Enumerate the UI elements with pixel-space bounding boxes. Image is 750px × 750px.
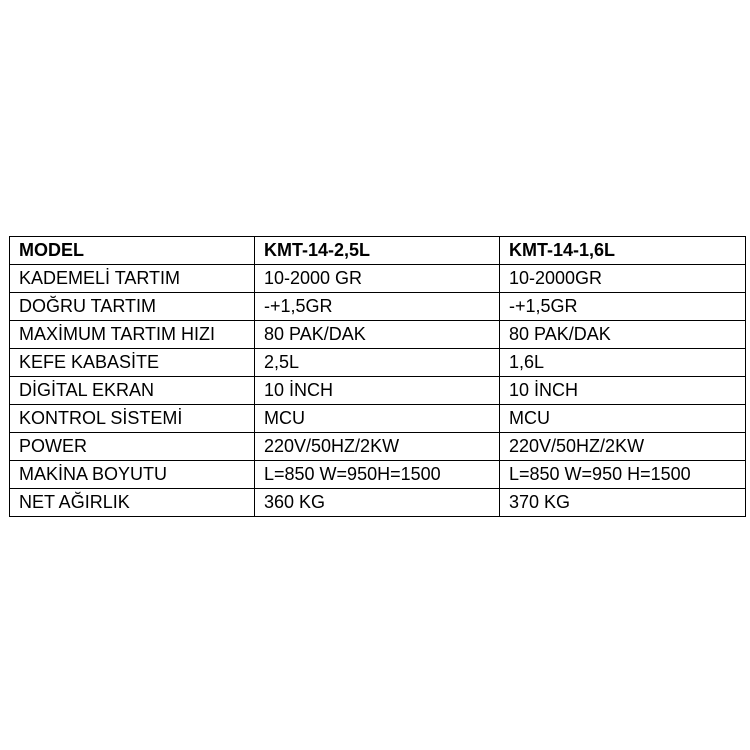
row-value: 10 İNCH	[255, 377, 500, 405]
row-value: 10 İNCH	[500, 377, 746, 405]
table-row	[10, 489, 746, 517]
table-row	[10, 321, 746, 349]
table-row	[10, 265, 746, 293]
row-label: KEFE KABASİTE	[10, 349, 255, 377]
table-row	[10, 433, 746, 461]
header-cell-model-2: KMT-14-1,6L	[500, 237, 746, 265]
row-label: NET AĞIRLIK	[10, 489, 255, 517]
table-row	[10, 405, 746, 433]
table-row	[10, 293, 746, 321]
row-value: 220V/50HZ/2KW	[500, 433, 746, 461]
row-label: MAXİMUM TARTIM HIZI	[10, 321, 255, 349]
row-value: 10-2000 GR	[255, 265, 500, 293]
table-row	[10, 377, 746, 405]
row-value: MCU	[255, 405, 500, 433]
row-value: 10-2000GR	[500, 265, 746, 293]
table-row	[10, 349, 746, 377]
spec-table	[9, 236, 746, 517]
row-label: DOĞRU TARTIM	[10, 293, 255, 321]
header-cell-model: MODEL	[10, 237, 255, 265]
row-value: L=850 W=950 H=1500	[500, 461, 746, 489]
row-label: POWER	[10, 433, 255, 461]
row-value: 80 PAK/DAK	[500, 321, 746, 349]
table-header-row	[10, 237, 746, 265]
row-value: 220V/50HZ/2KW	[255, 433, 500, 461]
row-value: 80 PAK/DAK	[255, 321, 500, 349]
row-value: -+1,5GR	[255, 293, 500, 321]
row-value: L=850 W=950H=1500	[255, 461, 500, 489]
row-label: MAKİNA BOYUTU	[10, 461, 255, 489]
row-value: 370 KG	[500, 489, 746, 517]
row-label: KONTROL SİSTEMİ	[10, 405, 255, 433]
row-value: -+1,5GR	[500, 293, 746, 321]
row-value: 2,5L	[255, 349, 500, 377]
row-value: 1,6L	[500, 349, 746, 377]
header-cell-model-1: KMT-14-2,5L	[255, 237, 500, 265]
row-label: DİGİTAL EKRAN	[10, 377, 255, 405]
table-row	[10, 461, 746, 489]
row-label: KADEMELİ TARTIM	[10, 265, 255, 293]
row-value: MCU	[500, 405, 746, 433]
row-value: 360 KG	[255, 489, 500, 517]
